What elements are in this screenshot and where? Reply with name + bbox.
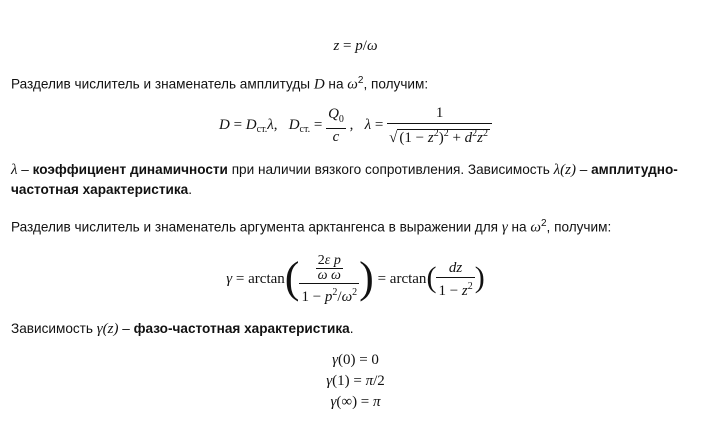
term-dynamic-coefficient: коэффициент динамичности [32,162,228,177]
paragraph-arctangent-division: Разделив числитель и знаменатель аргумента арктангенса в выражении для γ на $\omega^2$, получим: [11,218,612,236]
gamma-value-inf: γ(∞) = π [330,394,381,410]
gamma-value-1: γ(1) = π/2 [326,373,385,389]
equation-z-definition: z = p/ω [333,38,378,54]
term-phase-frequency: фазо-частотная характеристика [133,321,350,336]
paragraph-dynamic-coefficient: λ – коэффициент динамичности при наличии вязкого сопротивления. Зависимость λ(z) – амплитудно-частотная характеристика. [11,162,678,197]
paragraph-amplitude-division: Разделив числитель и знаменатель амплитуды D на $\omega^2$, получим: [11,75,429,93]
gamma-value-0: γ(0) = 0 [332,352,379,368]
paragraph-phase-frequency: Зависимость γ(z) – фазо-частотная характеристика. [11,321,354,337]
term-amplitude-frequency: амплитудно-частотная характеристика [11,162,678,197]
equation-amplitude: $D = D_{ст.}\lambda$, $D_{ст.}$ = $\frac{Q_0}{c}$ , λ = $\frac{1}{√ (1 - z^2)^2 + d^2z^2}$ [0,100,711,150]
lambda-symbol: λ [11,162,18,178]
equation-phase: γ = arctan( $\frac{\frac{\text{2ε p}}{\text{ω ω}}}{1 - p^2/\omega^2}$ ) = arctan( $\frac{dz}{1 - z^2}$ ) [226,252,485,305]
